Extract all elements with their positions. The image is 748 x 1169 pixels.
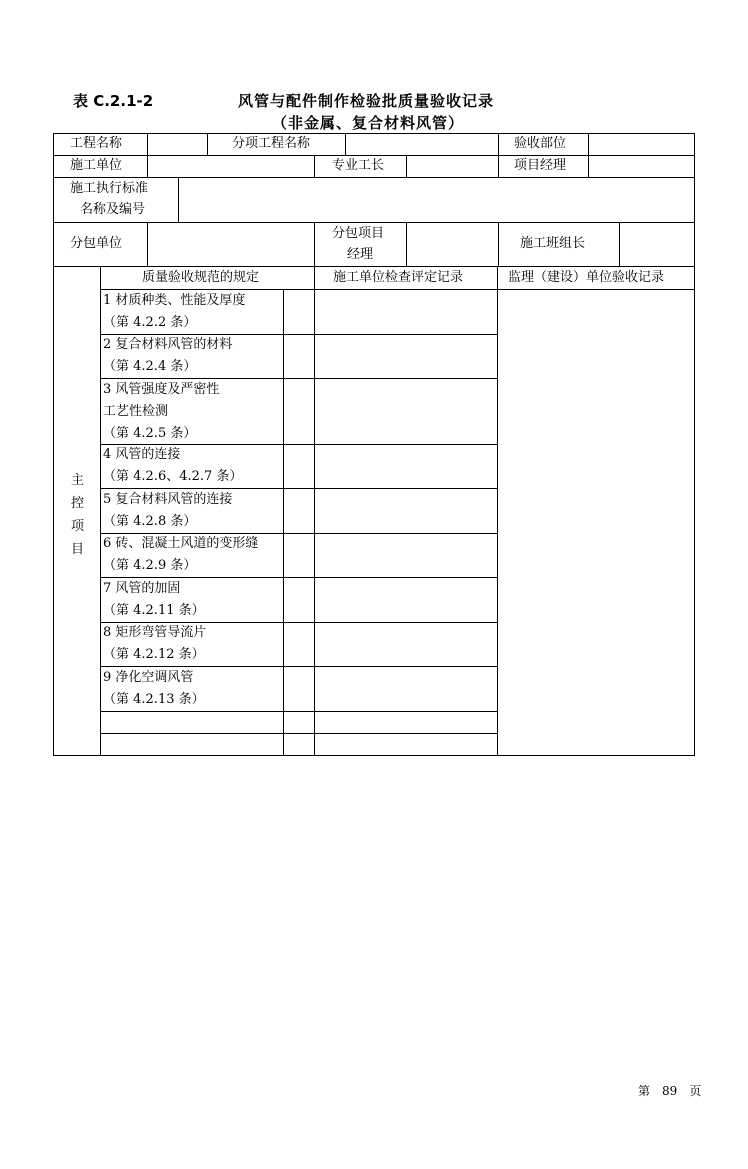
item-8-line1: 8 矩形弯管导流片 (103, 625, 207, 640)
section-label-char: 项 (71, 519, 85, 534)
subcontract-unit-label: 分包单位 (70, 236, 123, 251)
item-3-line3: （第 4.2.5 条） (103, 426, 197, 441)
item-4-line2: （第 4.2.6、4.2.7 条） (103, 469, 243, 484)
item-2-line1: 2 复合材料风管的材料 (103, 337, 233, 352)
item-3-line1: 3 风管强度及严密性 (103, 382, 220, 397)
item-9-line2: （第 4.2.13 条） (103, 692, 205, 707)
item-9-line1: 9 净化空调风管 (103, 670, 194, 685)
item-5-line1: 5 复合材料风管的连接 (103, 492, 233, 507)
standard-label-line2: 名称及编号 (80, 202, 146, 217)
column-contractor-header: 施工单位检查评定记录 (333, 270, 464, 285)
section-label-char: 控 (71, 496, 85, 511)
item-7-line2: （第 4.2.11 条） (103, 603, 205, 618)
professional-foreman-label: 专业工长 (332, 158, 385, 173)
column-supervisor-header: 监理（建设）单位验收记录 (508, 270, 665, 285)
item-5-line2: （第 4.2.8 条） (103, 514, 197, 529)
item-2-line2: （第 4.2.4 条） (103, 359, 197, 374)
team-leader-label: 施工班组长 (520, 236, 586, 251)
column-spec-header: 质量验收规范的规定 (142, 270, 260, 285)
table-id: 表 C.2.1-2 (73, 92, 154, 110)
construction-unit-label: 施工单位 (70, 158, 123, 173)
acceptance-part-label: 验收部位 (514, 136, 567, 151)
page-number: 第 89 页 (638, 1084, 702, 1098)
item-4-line1: 4 风管的连接 (103, 447, 181, 462)
item-1-line1: 1 材质种类、性能及厚度 (103, 293, 246, 308)
item-6-line2: （第 4.2.9 条） (103, 558, 197, 573)
item-8-line2: （第 4.2.12 条） (103, 647, 205, 662)
standard-label-line1: 施工执行标准 (70, 181, 149, 196)
item-1-line2: （第 4.2.2 条） (103, 315, 197, 330)
item-3-line2: 工艺性检测 (103, 404, 169, 419)
page-subtitle: （非金属、复合材料风管） (272, 114, 465, 132)
subcontract-pm-label-line2: 经理 (347, 247, 374, 262)
section-label-char: 目 (71, 542, 85, 557)
project-manager-label: 项目经理 (514, 158, 567, 173)
item-7-line1: 7 风管的加固 (103, 581, 181, 596)
subcontract-pm-label-line1: 分包项目 (332, 226, 385, 241)
item-6-line1: 6 砖、混凝土风道的变形缝 (103, 536, 259, 551)
page-title: 风管与配件制作检验批质量验收记录 (238, 92, 495, 110)
sub-project-name-label: 分项工程名称 (232, 136, 311, 151)
project-name-label: 工程名称 (70, 136, 123, 151)
section-label-char: 主 (71, 473, 85, 488)
